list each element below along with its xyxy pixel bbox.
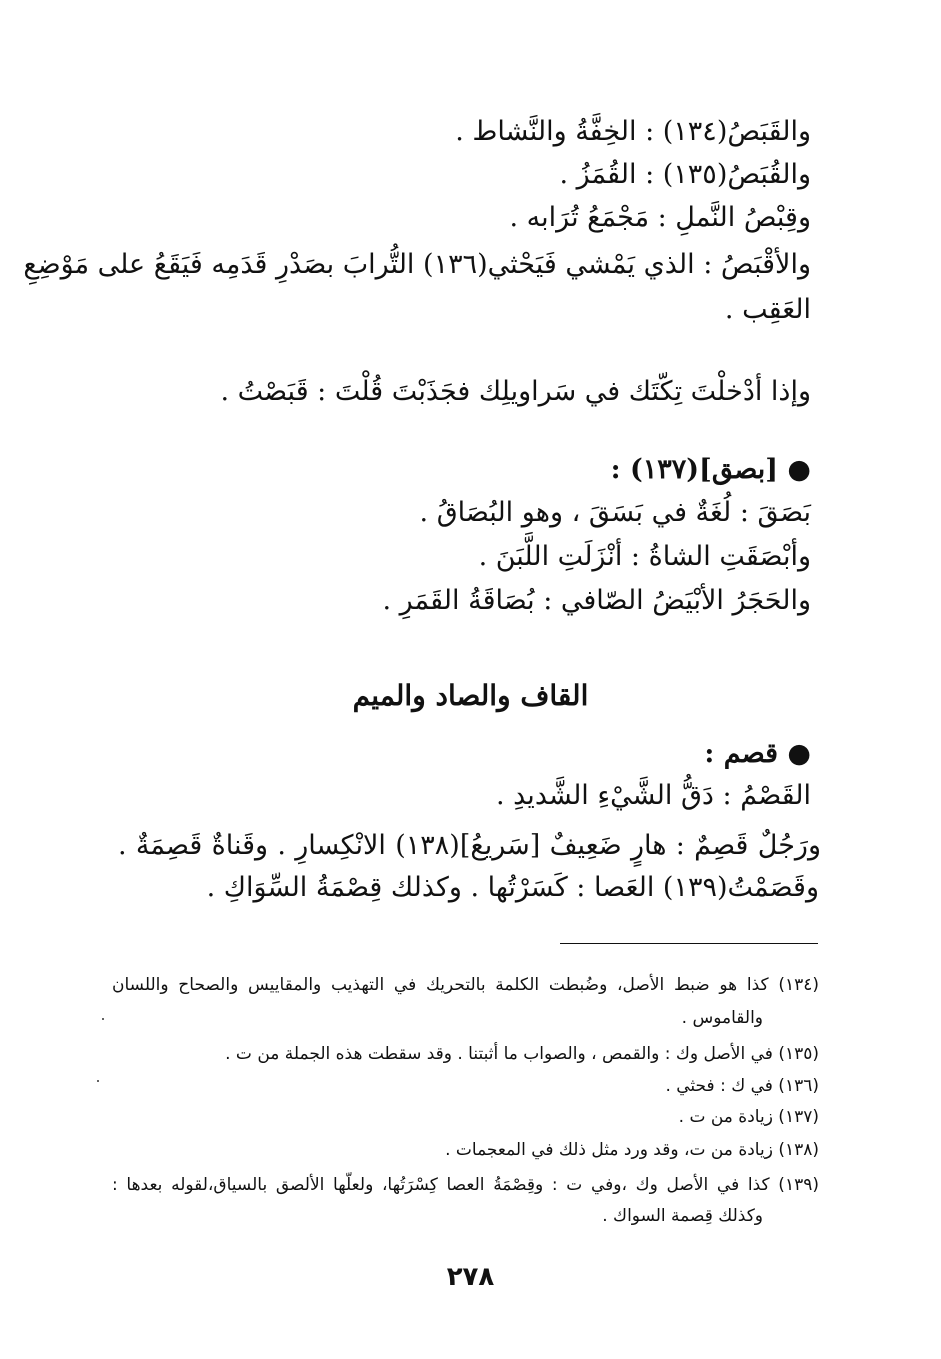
entry-line-qabas-1: والقَبَصُ(١٣٤) : الخِفَّةُ والنَّشاط . [455, 116, 811, 147]
scan-speck [102, 1018, 104, 1020]
entry-line-qabas-6: وإذا أدْخلْتَ تِكّتَك في سَراويلِك فجَذَبْتَ قُلْتَ : قَبَصْتُ . [220, 376, 811, 407]
footnote-136: (١٣٦) في ك : فحثي . [665, 1076, 819, 1096]
footnote-134-line-1: (١٣٤) كذا هو ضبط الأصل، وضُبطت الكلمة بالتحريك في التهذيب والمقاييس والصحاح واللسان [112, 975, 819, 995]
footnote-137: (١٣٧) زيادة من ت . [678, 1107, 819, 1127]
scan-speck [97, 1080, 99, 1082]
footnote-139-line-2: وكذلك قِصمة السواك . [602, 1206, 763, 1226]
entry-line-qabas-2: والقُبَصُ(١٣٥) : القُمَزُ . [559, 159, 811, 190]
entry-line-qabas-4: والأقْبَصُ : الذي يَمْشي فَيَحْثي(١٣٦) التُّرابَ بصَدْرِ قَدَمِه فَيَقَعُ على مَوْضِعِ [23, 249, 811, 280]
entry-line-qabas-5: العَقِب . [724, 294, 811, 325]
footnote-139-line-1: (١٣٩) كذا في الأصل وك ،وفي ت : وقِصْمَةُ العصا كِسْرَتُها، ولعلّها الألصق بالسياق،لقوله بعدها : [112, 1175, 819, 1195]
entry-line-bsq-3: والحَجَرُ الأبْيَضُ الصّافي : بُصَاقَةُ القَمَرِ . [382, 585, 811, 616]
footnote-138: (١٣٨) زيادة من ت، وقد ورد مثل ذلك في المعجمات . [445, 1140, 819, 1160]
entry-line-bsq-2: وأبْصَقَتِ الشاةُ : أنْزَلَتِ اللَّبَنَ . [478, 541, 811, 572]
footnote-divider [560, 943, 818, 944]
entry-header-bsq: ● [بصق](١٣٧) : [610, 454, 811, 485]
page-number: ٢٧٨ [446, 1262, 495, 1292]
footnote-134-line-2: والقاموس . [681, 1008, 763, 1028]
entry-line-qsm-3: وقَصَمْتُ(١٣٩) العَصا : كَسَرْتُها . وكذلك قِصْمَةُ السِّوَاكِ . [206, 872, 819, 903]
entry-header-qsm: ● قصم : [704, 738, 811, 769]
entry-line-qabas-3: وقِبْصُ النَّملِ : مَجْمَعُ تُرَابه . [509, 202, 811, 233]
footnote-135: (١٣٥) في الأصل وك : والقمص ، والصواب ما أثبتنا . وقد سقطت هذه الجملة من ت . [225, 1044, 819, 1064]
entry-line-qsm-2: ورَجُلٌ قَصِمٌ : هارٍ ضَعِيفٌ [سَريعُ](١٣٨) الانْكِسارِ . وقَناةٌ قَصِمَةٌ . [118, 830, 821, 861]
entry-line-qsm-1: القَصْمُ : دَقُّ الشَّيْءِ الشَّديدِ . [495, 780, 811, 811]
section-heading: القاف والصاد والميم [352, 679, 589, 712]
entry-line-bsq-1: بَصَقَ : لُغَةٌ في بَسَقَ ، وهو البُصَاقُ . [419, 497, 811, 528]
